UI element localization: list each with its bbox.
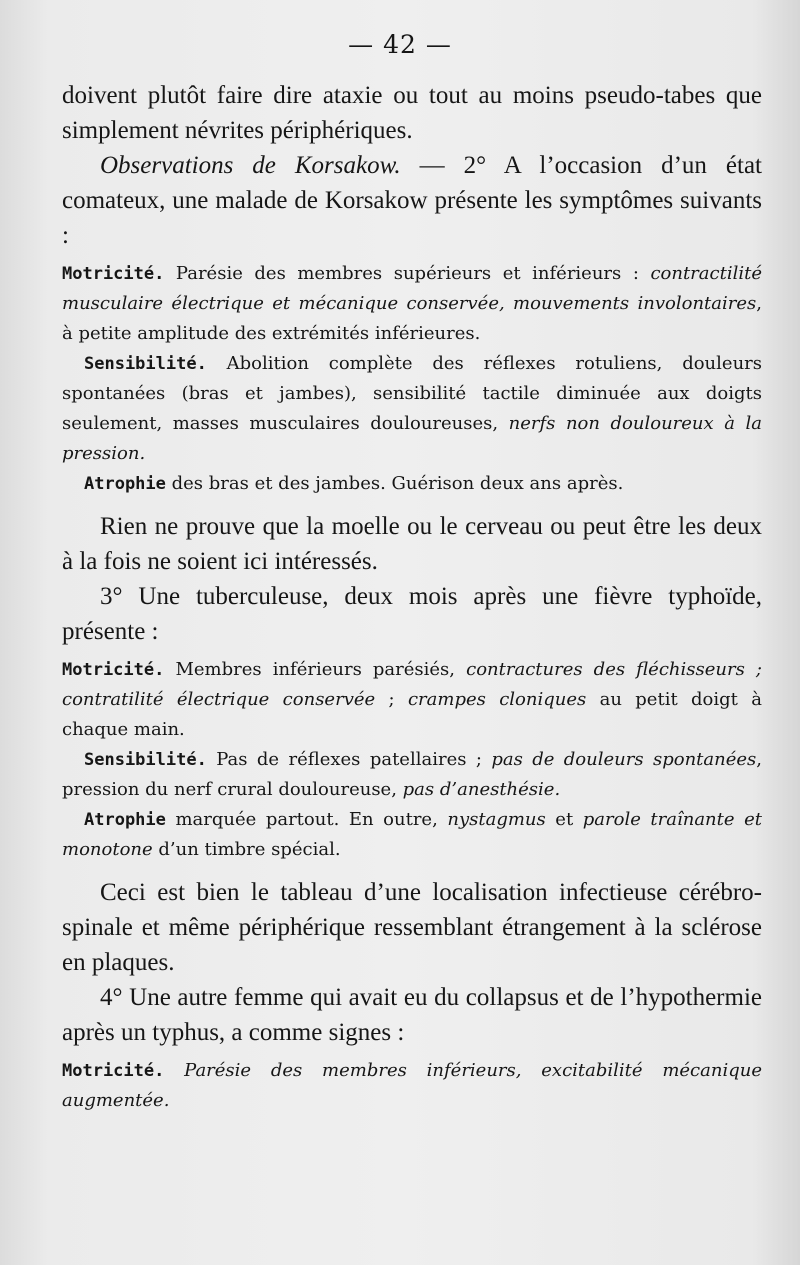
case2-motricite: Motricité. Parésie des membres supérieurs et inférieurs : contractilité musculaire électrique et mécanique conservée, mouvements involontaires, à petite amplitude des extrémités inférieures. xyxy=(62,263,762,344)
case4-motricite: Motricité. Parésie des membres inférieurs, excitabilité mécanique augmentée. xyxy=(62,1060,762,1111)
paragraph-intro: doivent plutôt faire dire ataxie ou tout au moins pseudo-tabes que simplement névrites périphériques. xyxy=(62,82,762,144)
paragraph-case3-intro: 3° Une tuberculeuse, deux mois après une fièvre typhoïde, présente : xyxy=(62,583,762,645)
paragraph-observations xyxy=(62,148,762,253)
paragraph-rien: Rien ne prouve que la moelle ou le cerveau ou peut être les deux à la fois ne soient ici intéressés. xyxy=(62,513,762,575)
paragraph-ceci: Ceci est bien le tableau d’une localisation infectieuse cérébro-spinale et même périphérique ressemblant étrangement à la sclérose en plaques. xyxy=(62,879,762,976)
paragraph-case4-intro: 4° Une autre femme qui avait eu du collapsus et de l’hypothermie après un typhus, a comme signes : xyxy=(62,984,762,1046)
case4-motricite-label: Motricité. xyxy=(62,1061,165,1081)
case3-motricite: Motricité. Membres inférieurs parésiés, contractures des fléchisseurs ; contratilité électrique conservée ; crampes cloniques au petit doigt à chaque main. xyxy=(62,659,762,740)
case2-motricite-label: Motricité. xyxy=(62,264,165,284)
case3-atrophie: Atrophie marquée partout. En outre, nystagmus et parole traînante et monotone d’un timbre spécial. xyxy=(62,809,762,860)
observations-title: Observations de Korsakow. xyxy=(100,152,401,179)
case2-atrophie-label: Atrophie xyxy=(84,474,166,494)
case2-atrophie: Atrophie des bras et des jambes. Guérison deux ans après. xyxy=(84,473,624,494)
case2-sensibilite-label: Sensibilité. xyxy=(84,354,207,374)
case3-sensibilite: Sensibilité. Pas de réflexes patellaires ; pas de douleurs spontanées, pression du nerf crural douloureuse, pas d’anesthésie. xyxy=(62,749,763,800)
case2-sensibilite: Sensibilité. Abolition complète des réflexes rotuliens, douleurs spontanées (bras et jambes), sensibilité tactile diminuée aux doigts seulement, masses musculaires douloureuses, nerfs non douloureux à la pression. xyxy=(62,353,762,464)
case3-sensibilite-label: Sensibilité. xyxy=(84,750,207,770)
case3-atrophie-label: Atrophie xyxy=(84,810,166,830)
case3-motricite-label: Motricité. xyxy=(62,660,165,680)
page-body xyxy=(62,78,762,1116)
page-number: — 42 — xyxy=(348,30,452,59)
observations-text: — 2° A l’occasion d’un état comateux, une malade de Korsakow présente les symptômes suivants : xyxy=(62,152,762,249)
